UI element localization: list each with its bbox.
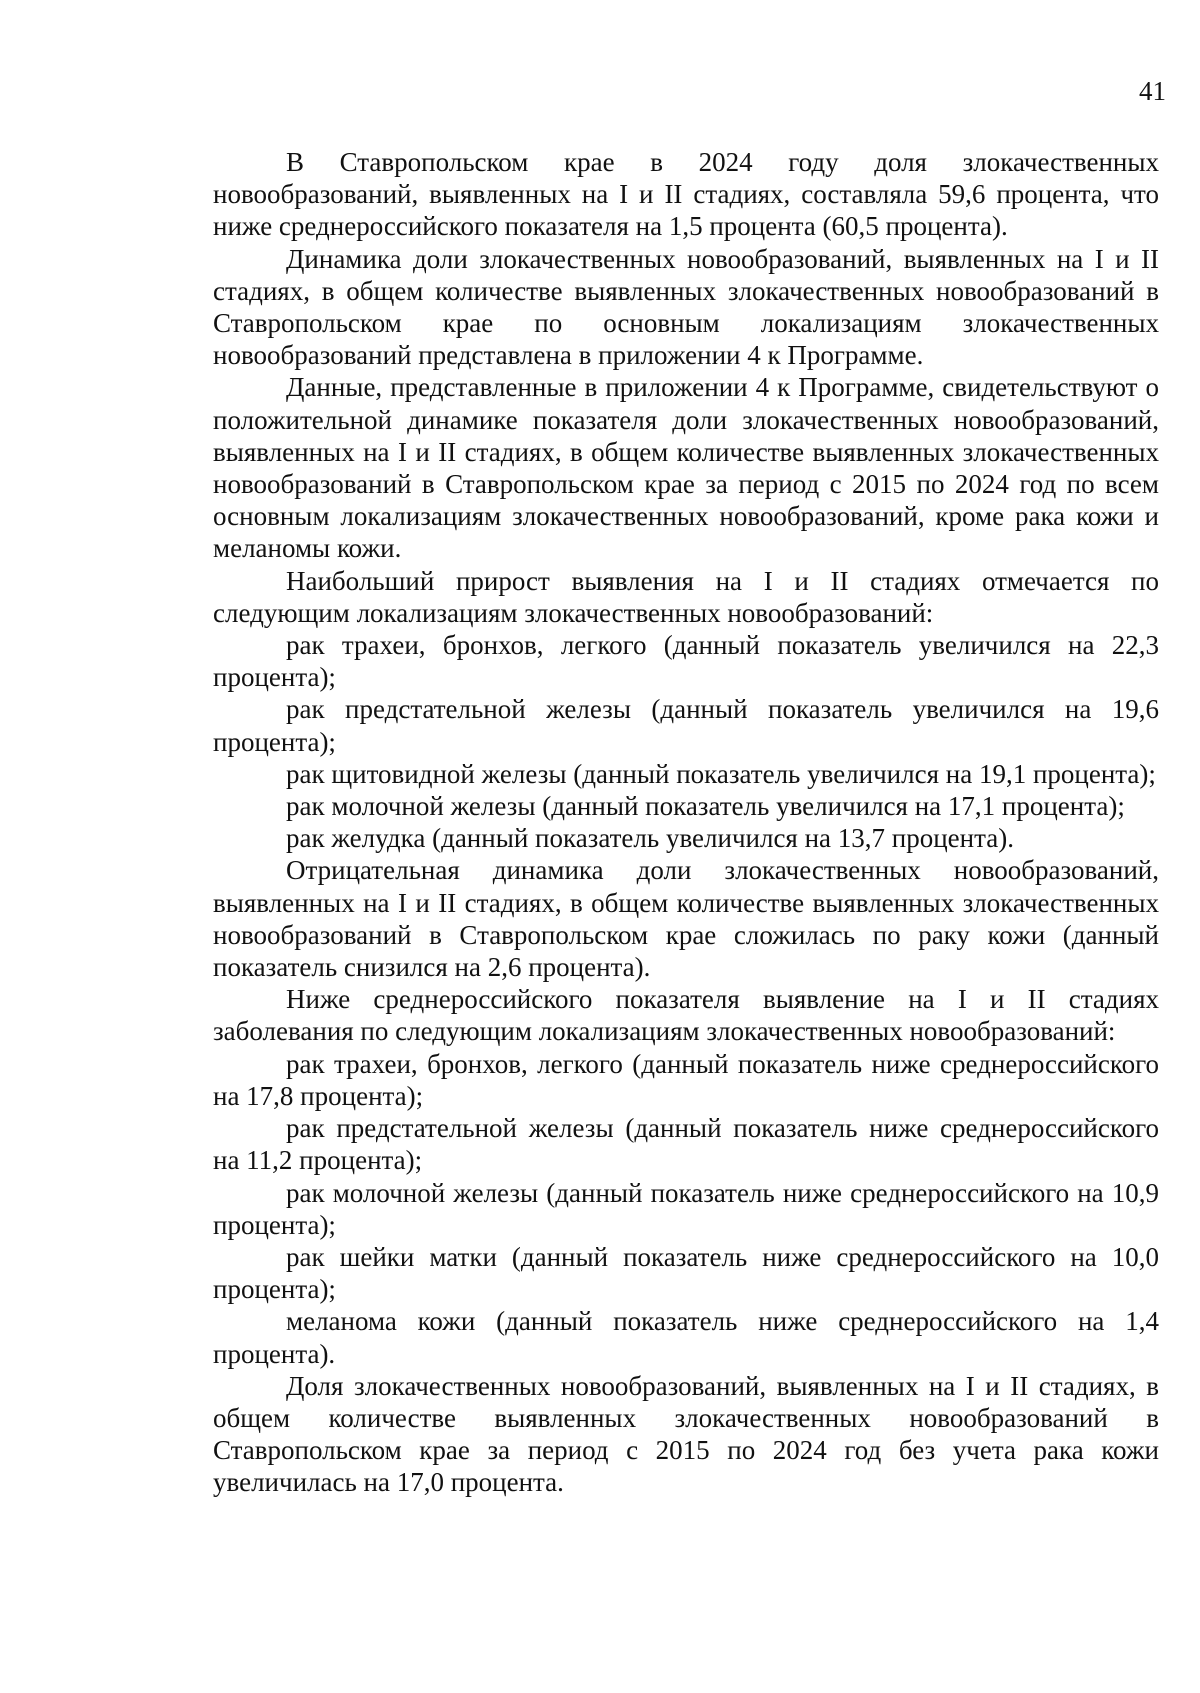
paragraph: Отрицательная динамика доли злокачественных новообразований, выявленных на I и II стадиях, в общем количестве выявленных злокачественных новообразований в Ставропольском крае сложилась по раку кожи (данный показатель снизился на 2,6 процента).	[213, 855, 1159, 983]
list-item: меланома кожи (данный показатель ниже среднероссийского на 1,4 процента).	[213, 1306, 1159, 1369]
paragraph: Данные, представленные в приложении 4 к Программе, свидетельствуют о положительной динамике показателя доли злокачественных новообразований, выявленных на I и II стадиях, в общем количестве выявленных злокачественных новообразований в Ставропольском крае за период с 2015 по 2024 год по всем основным локализациям злокачественных новообразований, кроме рака кожи и меланомы кожи.	[213, 372, 1159, 564]
list-item: рак трахеи, бронхов, легкого (данный показатель увеличился на 22,3 процента);	[213, 630, 1159, 693]
paragraph: Наибольший прирост выявления на I и II стадиях отмечается по следующим локализациям злокачественных новообразований:	[213, 565, 1159, 628]
list-item: рак молочной железы (данный показатель ниже среднероссийского на 10,9 процента);	[213, 1177, 1159, 1240]
list-item: рак шейки матки (данный показатель ниже среднероссийского на 10,0 процента);	[213, 1241, 1159, 1305]
list-item: рак предстательной железы (данный показатель ниже среднероссийского на 11,2 процента);	[213, 1113, 1159, 1176]
paragraph: В Ставропольском крае в 2024 году доля злокачественных новообразований, выявленных на I и II стадиях, составляла 59,6 процента, что ниже среднероссийского показателя на 1,5 процента (60,5 процента).	[213, 147, 1159, 242]
list-item: рак молочной железы (данный показатель увеличился на 17,1 процента);	[286, 791, 1125, 822]
list-item: рак щитовидной железы (данный показатель увеличился на 19,1 процента);	[286, 758, 1156, 789]
paragraph: Ниже среднероссийского показателя выявление на I и II стадиях заболевания по следующим локализациям злокачественных новообразований:	[213, 984, 1159, 1047]
page-number: 41	[1139, 76, 1166, 106]
list-item: рак предстательной железы (данный показатель увеличился на 19,6 процента);	[213, 694, 1159, 757]
paragraph: Динамика доли злокачественных новообразований, выявленных на I и II стадиях, в общем количестве выявленных злокачественных новообразований в Ставропольском крае по основным локализациям злокачественных новообразований представлена в приложении 4 к Программе.	[213, 243, 1159, 371]
list-item: рак трахеи, бронхов, легкого (данный показатель ниже среднероссийского на 17,8 процента);	[213, 1048, 1159, 1111]
list-item: рак желудка (данный показатель увеличился на 13,7 процента).	[286, 823, 1014, 854]
paragraph: Доля злокачественных новообразований, выявленных на I и II стадиях, в общем количестве выявленных злокачественных новообразований в Ставропольском крае за период с 2015 по 2024 год без учета рака кожи увеличилась на 17,0 процента.	[213, 1370, 1159, 1498]
document-body	[213, 146, 1159, 1499]
